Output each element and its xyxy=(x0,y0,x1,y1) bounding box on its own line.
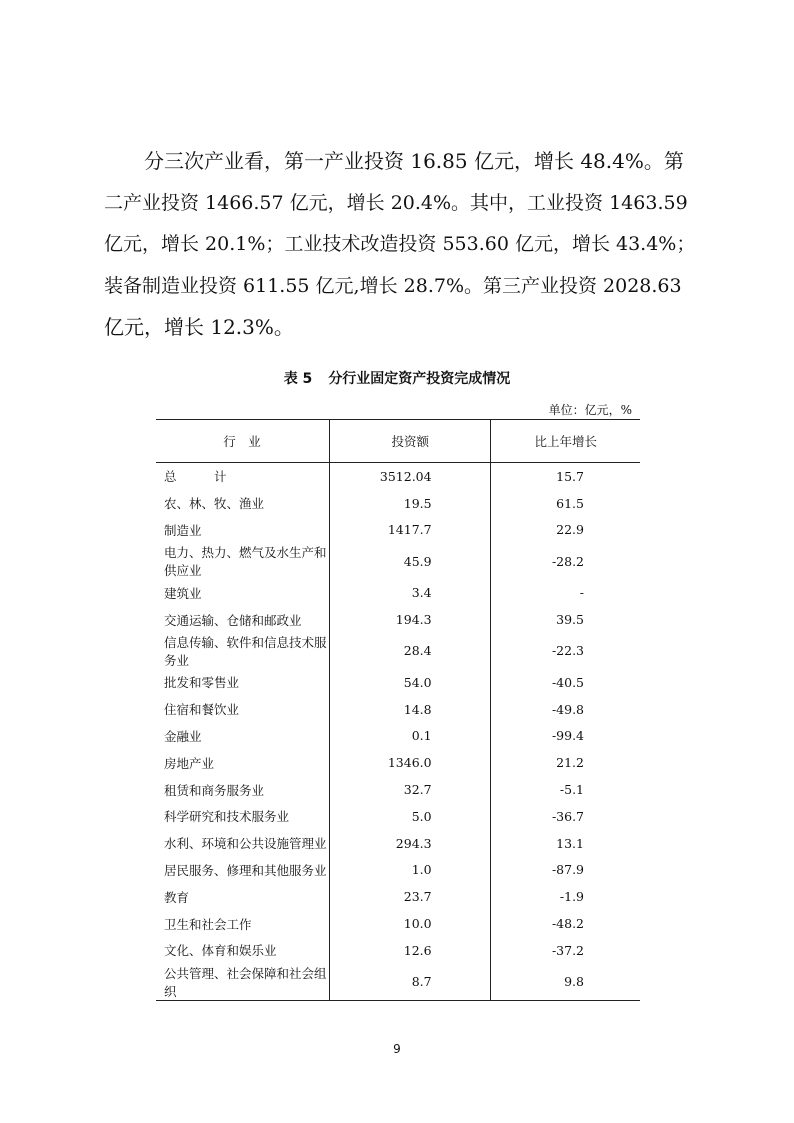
cell-industry: 水利、环境和公共设施管理业 xyxy=(164,836,327,852)
cell-industry: 科学研究和技术服务业 xyxy=(164,809,290,825)
cell-investment: 19.5 xyxy=(329,490,490,517)
cell-growth: -40.5 xyxy=(490,669,640,696)
cell-industry: 信息传输、软件和信息技术服务业 xyxy=(164,634,327,668)
cell-investment: 1417.7 xyxy=(329,517,490,544)
cell-growth: -28.2 xyxy=(490,543,640,579)
cell-industry: 卫生和社会工作 xyxy=(164,916,252,932)
table-row xyxy=(156,606,640,633)
cell-growth: -99.4 xyxy=(490,723,640,750)
cell-growth: -37.2 xyxy=(490,937,640,964)
cell-growth: 15.7 xyxy=(490,463,640,490)
cell-growth: -48.2 xyxy=(490,910,640,937)
cell-growth: 21.2 xyxy=(490,749,640,776)
cell-growth: 61.5 xyxy=(490,490,640,517)
body-paragraph xyxy=(104,141,696,349)
header-industry: 行 业 xyxy=(156,420,329,463)
cell-growth: 9.8 xyxy=(490,964,640,1001)
cell-industry: 批发和零售业 xyxy=(164,675,240,691)
cell-growth: -22.3 xyxy=(490,633,640,669)
cell-industry: 居民服务、修理和其他服务业 xyxy=(164,862,327,878)
cell-investment: 194.3 xyxy=(329,606,490,633)
table-header-row xyxy=(156,420,640,463)
cell-industry: 租赁和商务服务业 xyxy=(164,782,265,798)
cell-growth: 22.9 xyxy=(490,517,640,544)
cell-investment: 23.7 xyxy=(329,883,490,910)
cell-investment: 14.8 xyxy=(329,696,490,723)
cell-industry: 制造业 xyxy=(164,522,202,538)
cell-industry: 农、林、牧、渔业 xyxy=(164,496,265,512)
cell-growth: -36.7 xyxy=(490,803,640,830)
cell-industry: 总 计 xyxy=(164,469,227,485)
table-row xyxy=(156,543,640,579)
cell-investment: 0.1 xyxy=(329,723,490,750)
cell-investment: 32.7 xyxy=(329,776,490,803)
paragraph-line: 二产业投资 1466.57 亿元，增长 20.4%。其中，工业投资 1463.59 xyxy=(104,191,688,214)
cell-industry: 公共管理、社会保障和社会组织 xyxy=(156,964,329,1001)
cell-investment: 28.4 xyxy=(329,633,490,669)
header-investment: 投资额 xyxy=(329,420,490,463)
table-caption xyxy=(0,368,794,388)
table-row xyxy=(156,463,640,490)
table-caption-title: 分行业固定资产投资完成情况 xyxy=(328,371,511,387)
cell-industry: 建筑业 xyxy=(164,585,202,601)
cell-growth: 13.1 xyxy=(490,830,640,857)
cell-investment: 45.9 xyxy=(329,543,490,579)
cell-investment: 12.6 xyxy=(329,937,490,964)
cell-growth: -87.9 xyxy=(490,857,640,884)
table-row xyxy=(156,669,640,696)
cell-investment: 54.0 xyxy=(329,669,490,696)
page-number: 9 xyxy=(393,1042,401,1056)
table-row xyxy=(156,830,640,857)
table-caption-number: 表 5 xyxy=(283,371,313,387)
table-row xyxy=(156,749,640,776)
table-row xyxy=(156,776,640,803)
cell-industry: 教育 xyxy=(164,889,190,905)
cell-industry: 住宿和餐饮业 xyxy=(164,702,240,718)
cell-growth: - xyxy=(490,579,640,606)
table-row xyxy=(156,723,640,750)
cell-investment: 10.0 xyxy=(329,910,490,937)
investment-table xyxy=(156,419,640,1001)
table-row xyxy=(156,517,640,544)
cell-industry: 房地产业 xyxy=(164,755,215,771)
table-row xyxy=(156,910,640,937)
cell-industry: 文化、体育和娱乐业 xyxy=(164,943,277,959)
cell-growth: -49.8 xyxy=(490,696,640,723)
table-body xyxy=(156,463,640,1001)
paragraph-line: 分三次产业看，第一产业投资 16.85 亿元，增长 48.4%。第 xyxy=(144,149,684,173)
cell-investment: 3.4 xyxy=(329,579,490,606)
table-row xyxy=(156,937,640,964)
table-unit: 单位：亿元，% xyxy=(548,403,632,417)
cell-investment: 294.3 xyxy=(329,830,490,857)
header-growth: 比上年增长 xyxy=(490,420,640,463)
cell-investment: 3512.04 xyxy=(329,463,490,490)
table-row xyxy=(156,883,640,910)
table-row xyxy=(156,696,640,723)
cell-industry: 电力、热力、燃气及水生产和供应业 xyxy=(164,545,327,579)
cell-growth: -5.1 xyxy=(490,776,640,803)
cell-growth: 39.5 xyxy=(490,606,640,633)
paragraph-line: 亿元，增长 20.1%；工业技术改造投资 553.60 亿元，增长 43.4%； xyxy=(104,233,696,255)
table-row xyxy=(156,633,640,669)
paragraph-line: 装备制造业投资 611.55 亿元,增长 28.7%。第三产业投资 2028.63 xyxy=(104,274,682,297)
table-row xyxy=(156,490,640,517)
table-row xyxy=(156,857,640,884)
cell-growth: -1.9 xyxy=(490,883,640,910)
table-row xyxy=(156,803,640,830)
cell-investment: 5.0 xyxy=(329,803,490,830)
cell-investment: 1.0 xyxy=(329,857,490,884)
table-row xyxy=(156,579,640,606)
cell-industry: 金融业 xyxy=(164,728,202,744)
paragraph-line: 亿元，增长 12.3%。 xyxy=(104,315,294,339)
table-row xyxy=(156,964,640,1001)
cell-investment: 1346.0 xyxy=(329,749,490,776)
cell-industry: 交通运输、仓储和邮政业 xyxy=(164,612,302,628)
cell-investment: 8.7 xyxy=(329,964,490,1001)
